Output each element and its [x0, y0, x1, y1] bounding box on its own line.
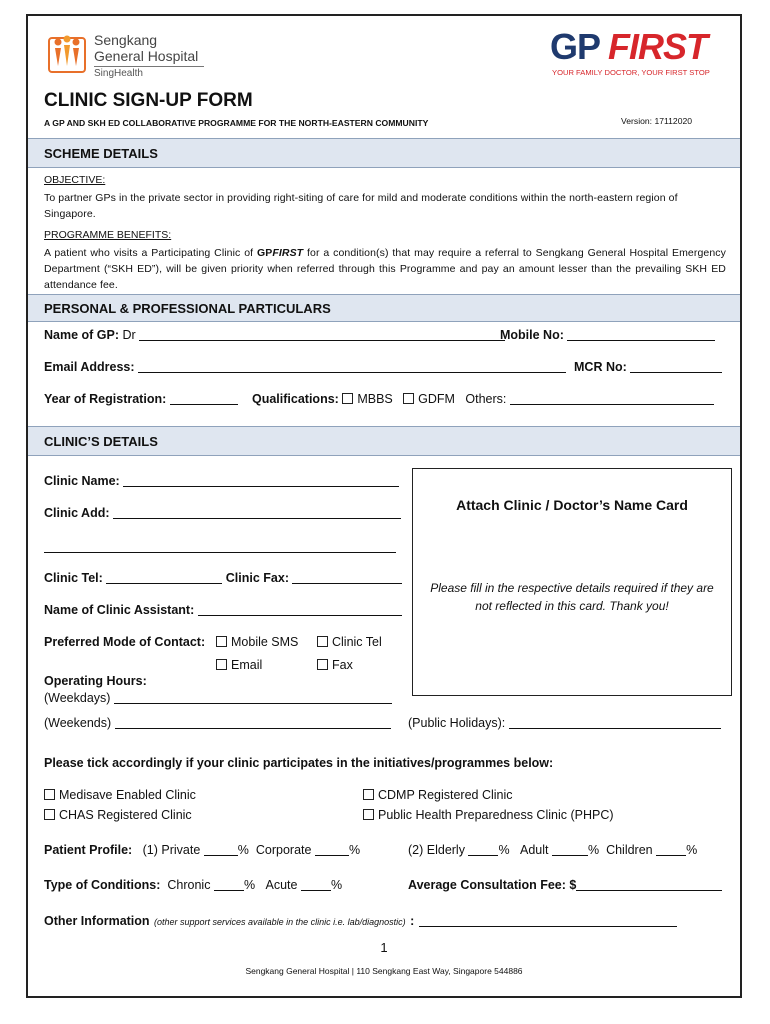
benefits-label: PROGRAMME BENEFITS:: [44, 229, 172, 241]
gpfirst-logo-first: FIRST: [608, 26, 707, 67]
weekdays-field[interactable]: [114, 691, 392, 704]
corporate-pct: %: [348, 843, 361, 857]
gdfm-label: GDFM: [418, 392, 455, 406]
skh-name-line2: General Hospital: [94, 48, 199, 64]
fee-label: Average Consultation Fee: $: [408, 878, 577, 892]
fax-checkbox[interactable]: [317, 659, 328, 670]
clinic-tel-option-label: Clinic Tel: [332, 635, 382, 649]
gp-name-field[interactable]: [139, 328, 505, 341]
acute-label: Acute: [265, 878, 298, 892]
gp-name-label: Name of GP:: [44, 328, 120, 342]
skh-logo: [48, 30, 199, 80]
weekends-label: (Weekends): [44, 716, 112, 730]
gp-name-prefix: Dr: [122, 328, 136, 342]
benefits-text-pre: A patient who visits a Participating Clinic of: [44, 247, 257, 259]
mobile-row: [500, 328, 715, 342]
other-info-label: Other Information: [44, 914, 150, 928]
private-label: (1) Private: [142, 843, 201, 857]
email-option-label: Email: [231, 658, 263, 672]
name-card-note-1: Please fill in the respective details required if they are: [430, 581, 714, 595]
acute-field[interactable]: [301, 878, 331, 891]
benefits-text: [44, 245, 726, 293]
chas-checkbox[interactable]: [44, 809, 55, 820]
other-info-colon: :: [410, 914, 415, 928]
page-number: 1: [380, 940, 388, 955]
gpfirst-logo: [548, 26, 728, 82]
year-row: [44, 392, 238, 406]
assistant-field[interactable]: [198, 603, 402, 616]
contact-fax-option: [317, 658, 353, 672]
conditions-label: Type of Conditions:: [44, 878, 161, 892]
phpc-option: [363, 808, 614, 822]
clinic-heading: CLINIC’S DETAILS: [28, 426, 740, 456]
clinic-tel-row: [44, 571, 402, 585]
clinic-name-field[interactable]: [123, 474, 399, 487]
sms-checkbox[interactable]: [216, 636, 227, 647]
weekends-field[interactable]: [115, 716, 391, 729]
gpfirst-tagline: YOUR FAMILY DOCTOR, YOUR FIRST STOP: [552, 68, 710, 77]
personal-heading: PERSONAL & PROFESSIONAL PARTICULARS: [28, 294, 740, 322]
clinic-name-label: Clinic Name:: [44, 474, 120, 488]
scheme-heading: SCHEME DETAILS: [28, 138, 740, 168]
children-label: Children: [606, 843, 653, 857]
clinic-fax-label: Clinic Fax:: [225, 571, 289, 585]
corporate-label: Corporate: [255, 843, 312, 857]
clinic-tel-label: Clinic Tel:: [44, 571, 103, 585]
benefits-text-post: for a condition(s) that may require a referral to Sengkang General Hospital Emergency Department (“SKH ED”), will be given priority when referred through this Programme and pay an amount lesser than the prevailing SKH ED attendance fee.: [44, 247, 726, 291]
sms-label: Mobile SMS: [231, 635, 299, 649]
contact-label: Preferred Mode of Contact:: [44, 635, 206, 649]
corporate-field[interactable]: [315, 843, 349, 856]
email-label: Email Address:: [44, 360, 135, 374]
patient-profile-label: Patient Profile:: [44, 843, 133, 857]
skh-singhealth: SingHealth: [94, 68, 143, 79]
gpfirst-logo-gp: GP: [550, 26, 601, 67]
weekdays-label: (Weekdays): [44, 691, 111, 705]
other-info-note: (other support services available in the clinic i.e. lab/diagnostic): [154, 917, 406, 927]
elderly-pct: %: [498, 843, 510, 857]
qualifications-label: Qualifications:: [252, 392, 339, 406]
others-field[interactable]: [510, 392, 714, 405]
chas-option: [44, 808, 192, 822]
cdmp-label: CDMP Registered Clinic: [378, 788, 513, 802]
assistant-label: Name of Clinic Assistant:: [44, 603, 195, 617]
adult-pct: %: [587, 843, 600, 857]
objective-label: OBJECTIVE:: [44, 174, 106, 186]
clinic-add-label: Clinic Add:: [44, 506, 110, 520]
clinic-add-field-2[interactable]: [44, 552, 396, 553]
chronic-field[interactable]: [214, 878, 244, 891]
objective-text: To partner GPs in the private sector in providing right-siting of care for mild and moderate conditions within the north-eastern region of Singapore.: [44, 192, 678, 220]
year-field[interactable]: [170, 392, 238, 405]
benefits-gp: GP: [256, 247, 273, 259]
other-info-row: [44, 912, 677, 930]
fax-option-label: Fax: [332, 658, 353, 672]
mcr-label: MCR No:: [574, 360, 627, 374]
acute-pct: %: [330, 878, 343, 892]
skh-name-line1: Sengkang: [94, 32, 158, 48]
mcr-field[interactable]: [630, 360, 722, 373]
mbbs-checkbox[interactable]: [342, 393, 353, 404]
other-info-field[interactable]: [419, 914, 677, 927]
skh-divider: [94, 66, 204, 67]
clinic-add-field[interactable]: [113, 506, 401, 519]
medisave-checkbox[interactable]: [44, 789, 55, 800]
children-field[interactable]: [656, 843, 686, 856]
phpc-checkbox[interactable]: [363, 809, 374, 820]
name-card-note-2: not reflected in this card. Thank you!: [475, 599, 669, 613]
skh-figures-icon: [48, 30, 86, 74]
chronic-pct: %: [243, 878, 256, 892]
children-pct: %: [686, 843, 698, 857]
clinic-add-row: [44, 506, 401, 520]
fee-field[interactable]: [576, 878, 722, 891]
assistant-row: [44, 603, 402, 617]
qualifications-row: [252, 392, 714, 406]
mobile-field[interactable]: [567, 328, 715, 341]
name-card-box[interactable]: [412, 468, 732, 696]
initiatives-heading: Please tick accordingly if your clinic participates in the initiatives/programmes below:: [44, 756, 554, 770]
elderly-field[interactable]: [468, 843, 498, 856]
clinic-name-row: [44, 474, 399, 488]
patient-profile-row-2: [408, 843, 697, 857]
others-label: Others:: [465, 392, 507, 406]
clinic-tel-checkbox[interactable]: [317, 636, 328, 647]
name-card-title: Attach Clinic / Doctor’s Name Card: [456, 497, 688, 513]
adult-field[interactable]: [552, 843, 588, 856]
medisave-label: Medisave Enabled Clinic: [59, 788, 196, 802]
holidays-field[interactable]: [509, 716, 721, 729]
cdmp-option: [363, 788, 513, 802]
chas-label: CHAS Registered Clinic: [59, 808, 192, 822]
email-checkbox[interactable]: [216, 659, 227, 670]
fee-row: [408, 878, 722, 892]
mobile-label: Mobile No:: [500, 328, 564, 342]
email-field[interactable]: [138, 360, 566, 373]
cdmp-checkbox[interactable]: [363, 789, 374, 800]
weekends-row: [44, 716, 391, 730]
form-title: CLINIC SIGN-UP FORM: [44, 90, 253, 111]
adult-label: Adult: [520, 843, 549, 857]
footer-address: Sengkang General Hospital | 110 Sengkang East Way, Singapore 544886: [245, 966, 523, 976]
gp-name-row: [44, 328, 505, 342]
chronic-label: Chronic: [167, 878, 211, 892]
clinic-fax-field[interactable]: [292, 571, 402, 584]
hours-label: Operating Hours:: [44, 674, 147, 688]
mbbs-label: MBBS: [357, 392, 393, 406]
form-page: [26, 14, 742, 998]
conditions-row: [44, 878, 342, 892]
private-field[interactable]: [204, 843, 238, 856]
contact-sms-option: [216, 635, 298, 649]
medisave-option: [44, 788, 196, 802]
holidays-label: (Public Holidays):: [408, 716, 506, 730]
holidays-row: [408, 716, 721, 730]
form-version: Version: 17112020: [621, 116, 693, 126]
elderly-label: (2) Elderly: [408, 843, 465, 857]
form-subtitle: A GP AND SKH ED COLLABORATIVE PROGRAMME FOR THE NORTH-EASTERN COMMUNITY: [44, 118, 429, 128]
weekdays-row: [44, 691, 392, 705]
benefits-first: FIRST: [272, 247, 304, 259]
gdfm-checkbox[interactable]: [403, 393, 414, 404]
contact-email-option: [216, 658, 262, 672]
patient-profile-row: [44, 843, 360, 857]
contact-tel-option: [317, 635, 382, 649]
phpc-label: Public Health Preparedness Clinic (PHPC): [378, 808, 614, 822]
mcr-row: [574, 360, 722, 374]
email-row: [44, 360, 566, 374]
year-label: Year of Registration:: [44, 392, 167, 406]
private-pct: %: [237, 843, 249, 857]
clinic-tel-field[interactable]: [106, 571, 222, 584]
